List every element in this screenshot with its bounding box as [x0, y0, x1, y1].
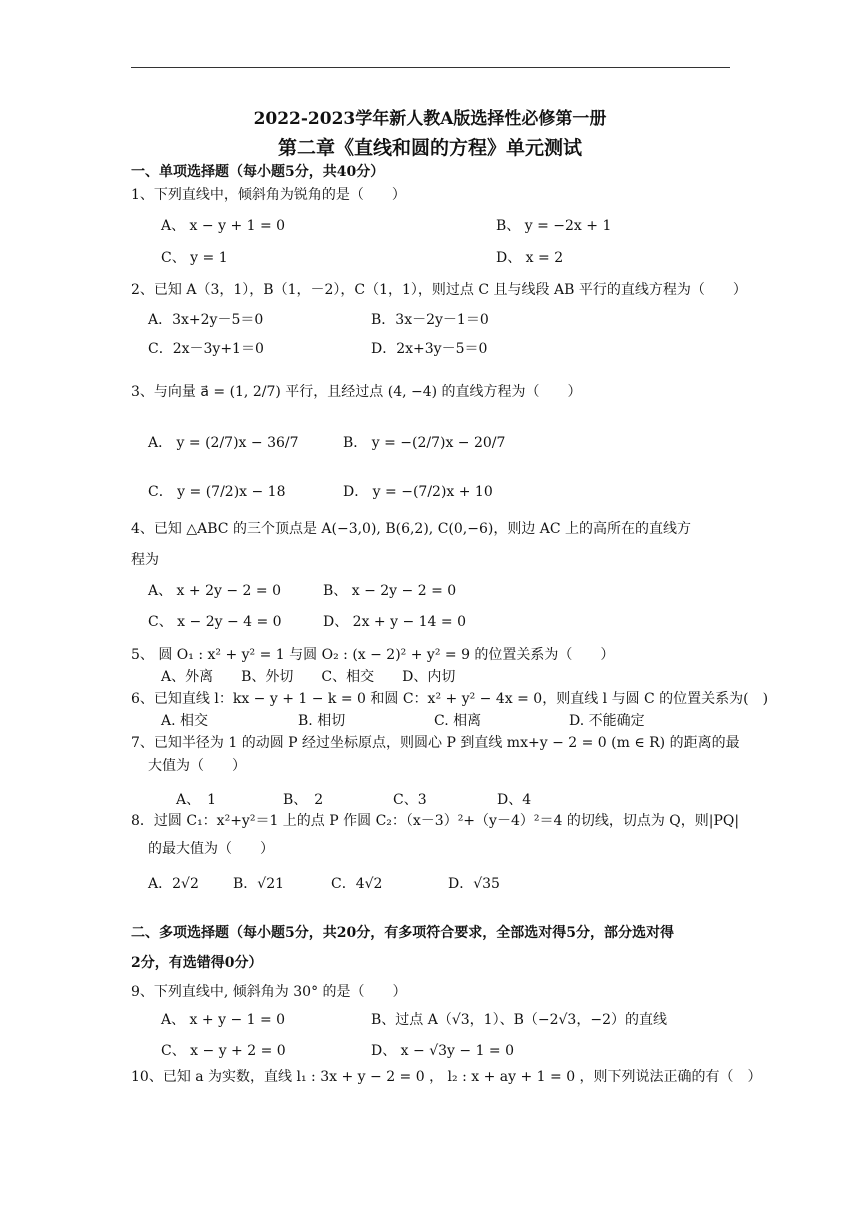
q1-option-d: D、 x = 2: [496, 250, 564, 266]
q1-option-a: A、 x − y + 1 = 0: [161, 218, 286, 234]
q2-option-c: C．2x－3y+1＝0: [148, 341, 264, 357]
q1-option-c: C、 y = 1: [161, 250, 228, 266]
q4-stem-line1: 4、已知 △ABC 的三个顶点是 A(−3,0), B(6,2), C(0,−6)，则边 AC 上的高所在的直线方: [131, 521, 692, 537]
q4-option-d: D、 2x + y − 14 = 0: [323, 614, 467, 630]
section1-heading: 一、单项选择题（每小题5分，共40分）: [131, 164, 385, 180]
doc-title-line2: 第二章《直线和圆的方程》单元测试: [277, 137, 582, 159]
q8-option-b: B．√21: [233, 876, 285, 892]
q7-option-d: D、4: [497, 792, 532, 808]
q4-option-a: A、 x + 2y − 2 = 0: [148, 583, 281, 599]
q7-stem-line2: 大值为（ ）: [148, 758, 246, 774]
q7-option-c: C、3: [393, 792, 427, 808]
q8-option-d: D．√35: [448, 876, 500, 892]
q2-option-a: A．3x+2y－5＝0: [148, 312, 264, 328]
q6-option-d: D. 不能确定: [569, 713, 645, 729]
q2-option-d: D．2x+3y－5＝0: [371, 341, 488, 357]
q8-stem-line1: 8．过圆 C₁：x²+y²＝1 上的点 P 作圆 C₂：（x－3）²+（y－4）²＝4 的切线，切点为 Q，则|PQ|: [131, 813, 740, 829]
q3-option-b: B． y = −(2/7)x − 20/7: [343, 435, 506, 451]
q2-option-b: B．3x－2y－1＝0: [371, 312, 489, 328]
q9-option-d: D、 x − √3y − 1 = 0: [371, 1043, 515, 1059]
q3-option-d: D． y = −(7/2)x + 10: [343, 484, 493, 500]
q9-stem: 9、下列直线中, 倾斜角为 30° 的是（ ）: [131, 984, 407, 1000]
q9-option-b: B、过点 A（√3，1）、B（−2√3，−2）的直线: [371, 1012, 667, 1028]
q8-option-a: A．2√2: [148, 876, 199, 892]
q10-stem: 10、已知 a 为实数，直线 l₁ : 3x + y − 2 = 0 ， l₂ : x + ay + 1 = 0 ，则下列说法正确的有（ ）: [131, 1069, 762, 1085]
q8-option-c: C．4√2: [331, 876, 383, 892]
q4-option-c: C、 x − 2y − 4 = 0: [148, 614, 282, 630]
q1-stem: 1、下列直线中，倾斜角为锐角的是（ ）: [131, 187, 406, 203]
q9-option-a: A、 x + y − 1 = 0: [161, 1012, 286, 1028]
q8-stem-line2: 的最大值为（ ）: [148, 841, 274, 857]
q6-option-b: B. 相切: [298, 713, 346, 729]
section2-heading-line2: 2分，有选错得0分）: [131, 955, 263, 971]
q3-option-c: C． y = (7/2)x − 18: [148, 484, 286, 500]
q1-option-b: B、 y = −2x + 1: [496, 218, 612, 234]
q7-stem-line1: 7、已知半径为 1 的动圆 P 经过坐标原点，则圆心 P 到直线 mx+y − 2 = 0 (m ∈ R) 的距离的最: [131, 735, 740, 751]
q7-option-b: B、 2: [283, 792, 324, 808]
q5-stem: 5、 圆 O₁ : x² + y² = 1 与圆 O₂ : (x − 2)² + y² = 9 的位置关系为（ ）: [131, 647, 615, 663]
section2-heading-line1: 二、多项选择题（每小题5分，共20分，有多项符合要求，全部选对得5分，部分选对得: [131, 925, 674, 941]
q4-option-b: B、 x − 2y − 2 = 0: [323, 583, 457, 599]
q9-option-c: C、 x − y + 2 = 0: [161, 1043, 286, 1059]
q6-option-c: C. 相离: [434, 713, 482, 729]
q7-option-a: A、 1: [176, 792, 217, 808]
q4-stem-line2: 程为: [131, 552, 159, 568]
q3-option-a: A． y = (2/7)x − 36/7: [148, 435, 299, 451]
doc-title-line1: 2022-2023学年新人教A版选择性必修第一册: [253, 109, 607, 129]
q2-stem: 2、已知 A（3，1），B（1，－2），C（1，1），则过点 C 且与线段 AB 平行的直线方程为（ ）: [131, 282, 747, 298]
q6-option-a: A. 相交: [161, 713, 209, 729]
q3-stem: 3、与向量 a⃗ = (1, 2/7) 平行，且经过点 (4, −4) 的直线方程为（ ）: [131, 384, 582, 400]
q6-stem: 6、已知直线 l：kx − y + 1 − k = 0 和圆 C：x² + y² − 4x = 0，则直线 l 与圆 C 的位置关系为( ): [131, 691, 769, 707]
q5-options: A、外离 B、外切 C、相交 D、内切: [161, 669, 456, 685]
header-rule: [131, 67, 730, 68]
